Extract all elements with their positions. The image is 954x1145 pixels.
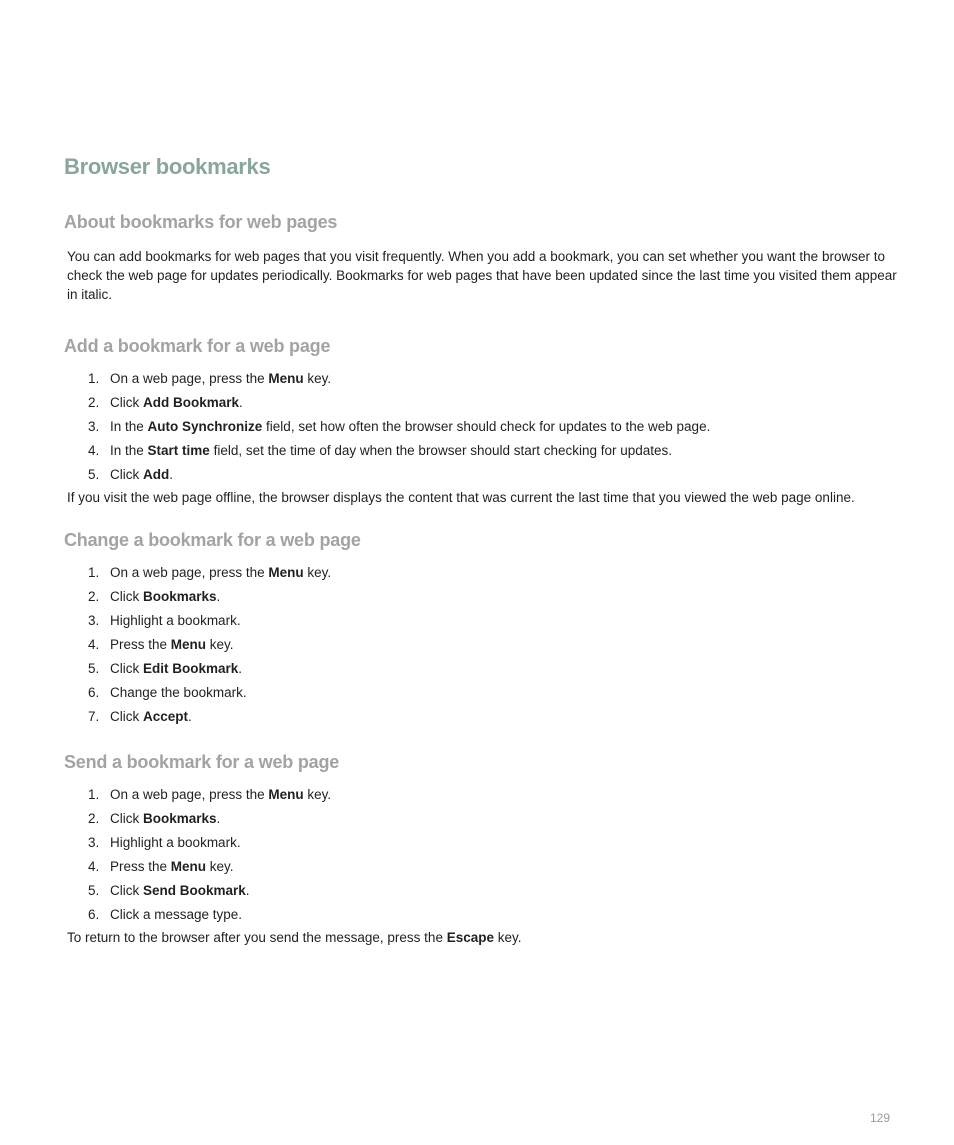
- list-item: 4. In the Start time field, set the time of day when the browser should start checking for updates.: [88, 443, 673, 458]
- list-item: 3. Highlight a bookmark.: [88, 835, 241, 850]
- list-item: 3. Highlight a bookmark.: [88, 613, 241, 628]
- page-number: 129: [869, 1111, 890, 1125]
- list-item: 1. On a web page, press the Menu key.: [88, 371, 332, 386]
- list-item: 5. Click Add.: [88, 467, 174, 482]
- section-title-change: Change a bookmark for a web page: [64, 530, 361, 550]
- list-item: 4. Press the Menu key.: [88, 859, 234, 874]
- list-item: 7. Click Accept.: [88, 709, 192, 724]
- list-item: 5. Click Edit Bookmark.: [88, 661, 243, 676]
- list-item: 2. Click Add Bookmark.: [88, 395, 243, 410]
- add-steps-list: [67, 367, 710, 487]
- section-title-about: About bookmarks for web pages: [64, 212, 338, 232]
- list-item: 3. In the Auto Synchronize field, set how often the browser should check for updates to the web page.: [88, 419, 711, 434]
- list-item: 2. Click Bookmarks.: [88, 589, 221, 604]
- about-paragraph: You can add bookmarks for web pages that you visit frequently. When you add a bookmark, you can set whether you want the browser to check the web page for updates periodically. Bookmarks for web pages that have been updated since the last time you visited them appear in italic.: [67, 249, 897, 302]
- list-item: 2. Click Bookmarks.: [88, 811, 221, 826]
- send-note: To return to the browser after you send the message, press the Escape key.: [67, 930, 522, 945]
- list-item: 6. Click a message type.: [88, 907, 243, 922]
- list-item: 4. Press the Menu key.: [88, 637, 234, 652]
- list-item: 1. On a web page, press the Menu key.: [88, 787, 332, 802]
- add-note: If you visit the web page offline, the browser displays the content that was current the last time that you viewed the web page online.: [67, 490, 855, 505]
- list-item: 6. Change the bookmark.: [88, 685, 247, 700]
- list-item: 5. Click Send Bookmark.: [88, 883, 250, 898]
- change-steps-list: [67, 561, 331, 729]
- section-title-send: Send a bookmark for a web page: [64, 752, 340, 772]
- send-steps-list: [67, 783, 331, 927]
- section-title-add: Add a bookmark for a web page: [64, 336, 331, 356]
- list-item: 1. On a web page, press the Menu key.: [88, 565, 332, 580]
- page-title: Browser bookmarks: [64, 154, 271, 179]
